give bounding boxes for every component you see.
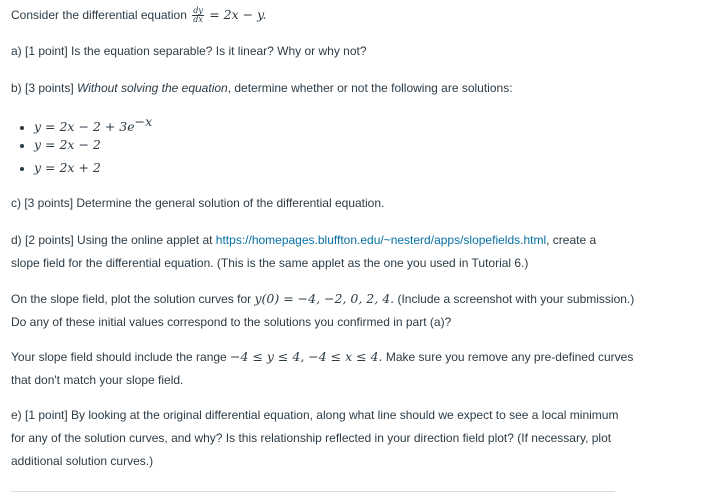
part-d-line-1 — [11, 232, 596, 248]
derivative-fraction — [192, 7, 204, 24]
candidate-3-main: y = 2x + 2 — [34, 160, 101, 175]
part-b-prefix: b) [3 points] — [11, 81, 78, 95]
divider — [11, 491, 615, 492]
part-d-line-2: slope field for the differential equation. (This is the same applet as the one you used in Tutorial 6.) — [11, 256, 529, 270]
candidate-1-main: y = 2x − 2 + 3e — [34, 119, 135, 134]
plot-paragraph-line-2: Do any of these initial values correspond to the solutions you confirmed in part (a)? — [11, 315, 452, 329]
plot-prefix: On the slope field, plot the solution curves for — [11, 292, 255, 306]
part-c: c) [3 points] Determine the general solution of the differential equation. — [11, 196, 385, 210]
part-d-suffix: , create a — [546, 233, 597, 247]
candidate-2 — [18, 137, 101, 153]
plot-suffix: (Include a screenshot with your submission.) — [394, 292, 635, 306]
intro-text: Consider the differential equation — [11, 8, 187, 22]
range-math: −4 ≤ y ≤ 4, −4 ≤ x ≤ 4. — [230, 349, 383, 364]
bullet-icon — [20, 126, 24, 130]
part-e-line-1: e) [1 point] By looking at the original differential equation, along what line should we expect to see a local minimum — [11, 408, 619, 422]
candidate-3 — [18, 160, 101, 176]
applet-link[interactable]: https://homepages.bluffton.edu/~nesterd/apps/slopefields.html — [215, 233, 547, 247]
part-e-line-2: for any of the solution curves, and why? Is this relationship reflected in your direction field plot? (If necessary, plot — [11, 431, 612, 445]
part-b-emphasis: Without solving the equation — [77, 81, 228, 95]
plot-paragraph-line-1 — [11, 291, 634, 307]
plot-initial-values: y(0) = −4, −2, 0, 2, 4. — [254, 291, 395, 306]
part-b-suffix: , determine whether or not the following are solutions: — [227, 81, 513, 95]
equation-rhs: = 2x − y. — [209, 7, 267, 22]
part-e-line-3: additional solution curves.) — [11, 454, 154, 468]
candidate-2-main: y = 2x − 2 — [34, 137, 101, 152]
part-a: a) [1 point] Is the equation separable? Is it linear? Why or why not? — [11, 44, 367, 58]
part-d-prefix: d) [2 points] Using the online applet at — [11, 233, 216, 247]
bullet-icon — [20, 167, 24, 171]
fraction-numerator: dy — [193, 6, 203, 16]
range-prefix: Your slope field should include the range — [11, 350, 231, 364]
range-paragraph-line-2: that don't match your slope field. — [11, 373, 184, 387]
intro-line — [11, 7, 266, 24]
bullet-icon — [20, 144, 24, 148]
candidate-1 — [18, 114, 152, 135]
fraction-denominator: dx — [193, 15, 203, 25]
part-b — [11, 80, 513, 96]
candidate-1-exponent: −x — [134, 114, 153, 129]
range-suffix: Make sure you remove any pre-defined curves — [382, 350, 634, 364]
range-paragraph-line-1 — [11, 349, 633, 365]
